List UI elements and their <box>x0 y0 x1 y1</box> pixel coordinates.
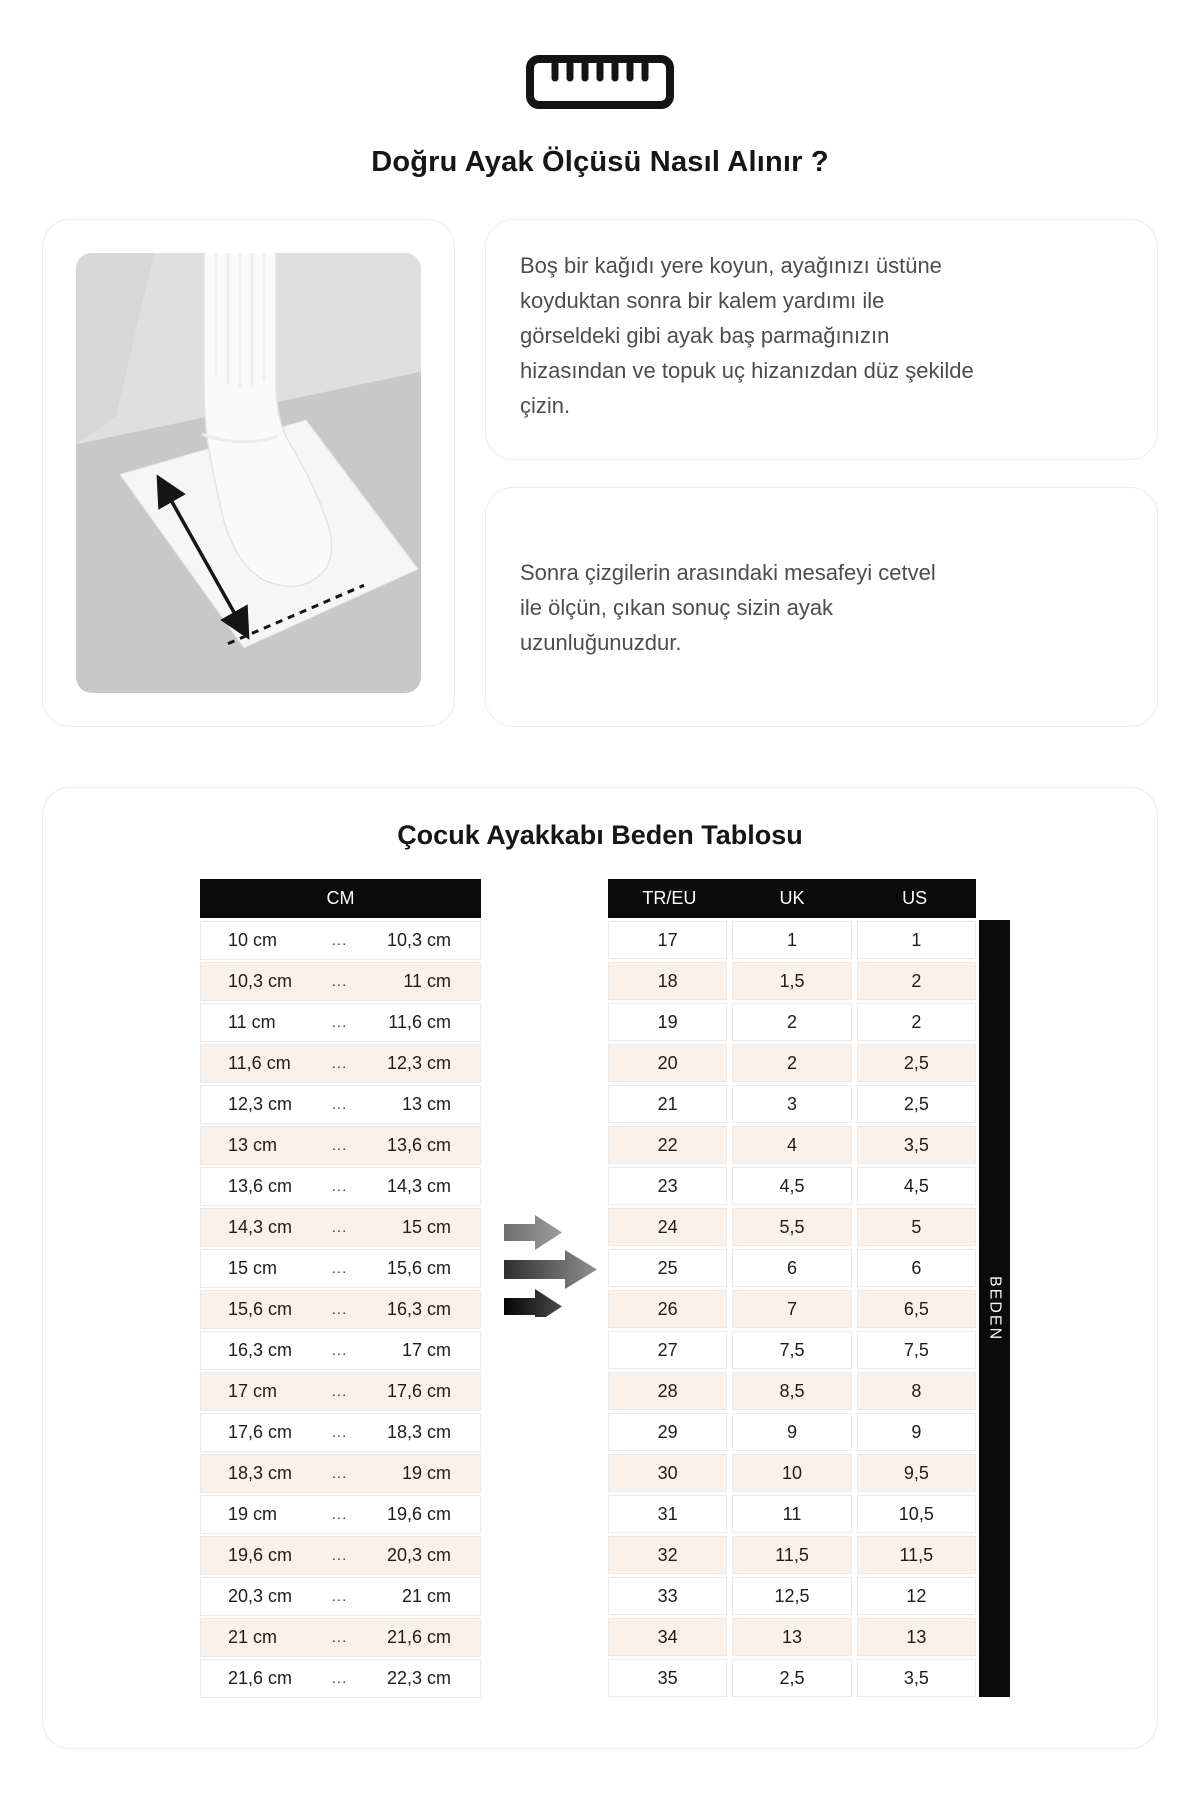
cm-cell-from: 11 cm <box>228 1012 276 1032</box>
cm-cell-to: 21 cm <box>401 1586 451 1606</box>
size-cell: 2 <box>857 1003 976 1041</box>
cm-table-row <box>200 1413 481 1452</box>
size-cell: 4 <box>732 1126 851 1164</box>
size-cell: 17 <box>608 921 727 959</box>
cm-cell-to: 11 cm <box>403 971 451 991</box>
size-cell: 7,5 <box>732 1331 851 1369</box>
size-cell: 1,5 <box>732 962 851 1000</box>
size-cell: 1 <box>857 921 976 959</box>
cm-table-row <box>200 1044 481 1083</box>
size-cell: 33 <box>608 1577 727 1615</box>
size-cell: 6 <box>732 1249 851 1287</box>
cm-cell-to: 11,6 cm <box>388 1012 451 1032</box>
size-cell: 4,5 <box>857 1167 976 1205</box>
size-cell: 23 <box>608 1167 727 1205</box>
cm-table-row <box>200 1495 481 1534</box>
cm-table-row <box>200 1085 481 1124</box>
instruction-text-measure: Sonra çizgilerin arasındaki mesafeyi cetvel ile ölçün, çıkan sonuç sizin ayak uzunluğunuzdur. <box>520 559 936 655</box>
cm-cell-dots: ... <box>331 1178 348 1195</box>
cm-cell-from: 10 cm <box>228 930 278 950</box>
howto-section <box>42 219 1158 727</box>
cm-cell-from: 19 cm <box>228 1504 278 1524</box>
size-cell: 2 <box>857 962 976 1000</box>
size-cell: 12 <box>857 1577 976 1615</box>
size-cell: 2,5 <box>857 1044 976 1082</box>
cm-table <box>200 879 481 1698</box>
beden-side-bar <box>979 920 1010 1697</box>
size-cell: 29 <box>608 1413 727 1451</box>
col-header-uk: UK <box>779 888 805 908</box>
cm-cell-to: 10,3 cm <box>386 930 451 950</box>
cm-cell-to: 16,3 cm <box>386 1299 451 1319</box>
size-cell: 1 <box>732 921 851 959</box>
instruction-card-draw <box>485 219 1158 460</box>
howto-instructions <box>485 219 1158 727</box>
size-cell: 8,5 <box>732 1372 851 1410</box>
cm-cell-dots: ... <box>331 1301 348 1318</box>
size-cell: 2 <box>732 1003 851 1041</box>
size-cell: 21 <box>608 1085 727 1123</box>
cm-cell-to: 17,6 cm <box>386 1381 451 1401</box>
size-cell: 2,5 <box>732 1659 851 1697</box>
cm-cell-dots: ... <box>331 1383 348 1400</box>
cm-cell-to: 15,6 cm <box>386 1258 451 1278</box>
size-cell: 28 <box>608 1372 727 1410</box>
cm-table-row <box>200 1577 481 1616</box>
cm-cell-dots: ... <box>331 1219 348 1236</box>
size-cell: 4,5 <box>732 1167 851 1205</box>
beden-label: BEDEN <box>986 1275 1004 1342</box>
cm-table-row <box>200 1208 481 1247</box>
cm-cell-dots: ... <box>331 1588 348 1605</box>
foot-measurement-photo-card <box>42 219 455 727</box>
size-cell: 11 <box>732 1495 851 1533</box>
size-cell: 31 <box>608 1495 727 1533</box>
size-cell: 8 <box>857 1372 976 1410</box>
foot-on-paper-illustration <box>76 253 421 693</box>
cm-cell-from: 17 cm <box>228 1381 278 1401</box>
cm-cell-to: 22,3 cm <box>386 1668 451 1688</box>
cm-cell-from: 13,6 cm <box>228 1176 293 1196</box>
col-header-tr-eu: TR/EU <box>642 888 697 908</box>
foot-measurement-photo <box>76 253 421 693</box>
cm-cell-from: 10,3 cm <box>228 971 293 991</box>
cm-cell-from: 15,6 cm <box>228 1299 293 1319</box>
cm-table-row <box>200 1454 481 1493</box>
cm-cell-dots: ... <box>331 973 348 990</box>
cm-cell-to: 15 cm <box>401 1217 451 1237</box>
cm-cell-from: 13 cm <box>228 1135 278 1155</box>
size-cell: 13 <box>732 1618 851 1656</box>
cm-cell-to: 21,6 cm <box>386 1627 451 1647</box>
size-cell: 34 <box>608 1618 727 1656</box>
size-chart-card <box>42 787 1158 1749</box>
size-cell: 11,5 <box>732 1536 851 1574</box>
cm-table-row <box>200 921 481 960</box>
cm-table-row <box>200 1126 481 1165</box>
instruction-card-measure <box>485 487 1158 727</box>
cm-cell-from: 18,3 cm <box>228 1463 293 1483</box>
cm-table-row <box>200 1618 481 1657</box>
cm-table-row <box>200 1659 481 1698</box>
cm-cell-from: 11,6 cm <box>228 1053 291 1073</box>
size-table-body <box>608 921 976 1697</box>
cm-cell-from: 20,3 cm <box>228 1586 293 1606</box>
size-cell: 9 <box>857 1413 976 1451</box>
size-cell: 2 <box>732 1044 851 1082</box>
size-table-header <box>608 879 976 918</box>
size-cell: 7 <box>732 1290 851 1328</box>
size-cell: 27 <box>608 1331 727 1369</box>
cm-cell-dots: ... <box>331 1137 348 1154</box>
cm-cell-to: 14,3 cm <box>386 1176 451 1196</box>
cm-cell-to: 13 cm <box>401 1094 451 1114</box>
cm-cell-to: 17 cm <box>401 1340 451 1360</box>
size-cell: 30 <box>608 1454 727 1492</box>
cm-cell-dots: ... <box>331 1506 348 1523</box>
cm-table-row <box>200 1536 481 1575</box>
cm-cell-dots: ... <box>331 1465 348 1482</box>
cm-cell-dots: ... <box>331 932 348 949</box>
cm-cell-from: 21,6 cm <box>228 1668 293 1688</box>
size-cell: 5,5 <box>732 1208 851 1246</box>
size-chart-title: Çocuk Ayakkabı Beden Tablosu <box>397 820 803 850</box>
cm-cell-from: 21 cm <box>228 1627 278 1647</box>
size-cell: 9,5 <box>857 1454 976 1492</box>
cm-cell-dots: ... <box>331 1629 348 1646</box>
cm-table-row <box>200 1249 481 1288</box>
size-cell: 13 <box>857 1618 976 1656</box>
cm-cell-dots: ... <box>331 1547 348 1564</box>
cm-cell-to: 20,3 cm <box>386 1545 451 1565</box>
size-cell: 25 <box>608 1249 727 1287</box>
size-cell: 7,5 <box>857 1331 976 1369</box>
cm-cell-to: 19 cm <box>401 1463 451 1483</box>
cm-table-header: CM <box>200 879 481 918</box>
size-cell: 26 <box>608 1290 727 1328</box>
cm-cell-to: 13,6 cm <box>386 1135 451 1155</box>
cm-cell-to: 19,6 cm <box>386 1504 451 1524</box>
mapping-arrows-icon <box>504 1211 602 1317</box>
ruler-icon <box>525 54 675 110</box>
cm-cell-from: 12,3 cm <box>228 1094 293 1114</box>
instruction-text-draw: Boş bir kağıdı yere koyun, ayağınızı üstüne koyduktan sonra bir kalem yardımı ile görseldeki gibi ayak baş parmağınızın hizasından ve topuk uç hizanızdan düz şekilde çizin. <box>520 253 974 418</box>
cm-table-row <box>200 1372 481 1411</box>
size-cell: 2,5 <box>857 1085 976 1123</box>
cm-table-row <box>200 1290 481 1329</box>
cm-cell-to: 12,3 cm <box>386 1053 451 1073</box>
size-cell: 18 <box>608 962 727 1000</box>
size-cell: 3 <box>732 1085 851 1123</box>
size-cell: 35 <box>608 1659 727 1697</box>
size-cell: 3,5 <box>857 1659 976 1697</box>
size-cell: 24 <box>608 1208 727 1246</box>
size-cell: 5 <box>857 1208 976 1246</box>
size-cell: 10,5 <box>857 1495 976 1533</box>
cm-cell-dots: ... <box>331 1014 348 1031</box>
cm-cell-dots: ... <box>331 1260 348 1277</box>
size-cell: 19 <box>608 1003 727 1041</box>
cm-cell-from: 14,3 cm <box>228 1217 293 1237</box>
size-cell: 9 <box>732 1413 851 1451</box>
cm-table-row <box>200 1331 481 1370</box>
size-cell: 6,5 <box>857 1290 976 1328</box>
cm-cell-dots: ... <box>331 1055 348 1072</box>
size-cell: 12,5 <box>732 1577 851 1615</box>
cm-cell-from: 17,6 cm <box>228 1422 293 1442</box>
size-cell: 3,5 <box>857 1126 976 1164</box>
col-header-us: US <box>902 888 928 908</box>
cm-table-row <box>200 1003 481 1042</box>
size-cell: 32 <box>608 1536 727 1574</box>
cm-cell-to: 18,3 cm <box>386 1422 451 1442</box>
cm-cell-dots: ... <box>331 1424 348 1441</box>
size-cell: 11,5 <box>857 1536 976 1574</box>
cm-cell-dots: ... <box>331 1670 348 1687</box>
size-cell: 20 <box>608 1044 727 1082</box>
cm-cell-from: 16,3 cm <box>228 1340 293 1360</box>
cm-cell-dots: ... <box>331 1096 348 1113</box>
size-cell: 6 <box>857 1249 976 1287</box>
cm-table-row <box>200 962 481 1001</box>
cm-cell-from: 19,6 cm <box>228 1545 293 1565</box>
howto-header <box>0 0 1200 179</box>
howto-title: Doğru Ayak Ölçüsü Nasıl Alınır ? <box>371 146 829 178</box>
cm-cell-from: 15 cm <box>228 1258 278 1278</box>
size-cell: 22 <box>608 1126 727 1164</box>
size-table <box>608 879 976 1697</box>
cm-table-row <box>200 1167 481 1206</box>
cm-table-body <box>200 921 481 1698</box>
cm-cell-dots: ... <box>331 1342 348 1359</box>
size-cell: 10 <box>732 1454 851 1492</box>
